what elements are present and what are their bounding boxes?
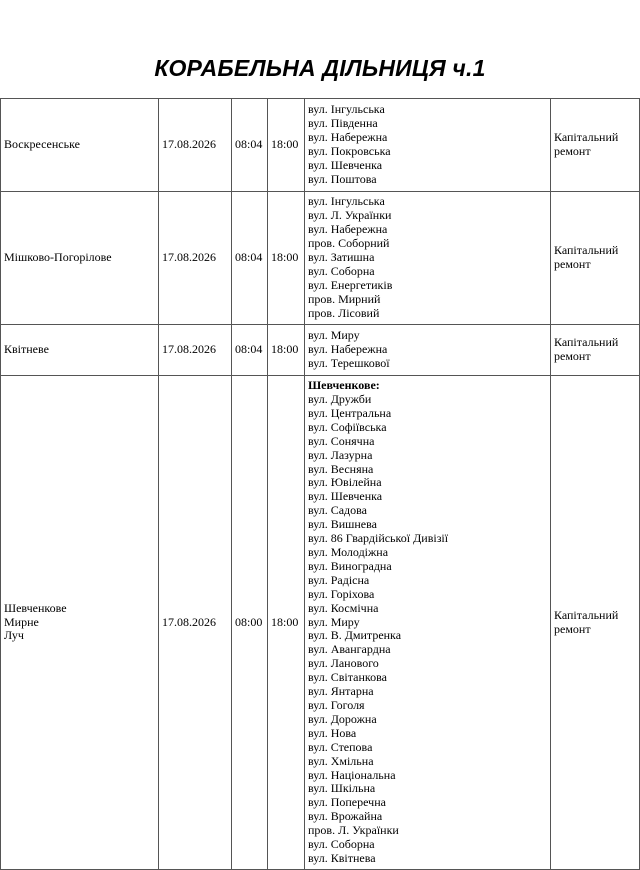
location-cell — [1, 376, 159, 870]
end-time-cell: 18:00 — [268, 192, 305, 325]
street-name: вул. Весняна — [308, 461, 374, 476]
reason-cell: Капітальний ремонт — [551, 325, 640, 376]
street-name: вул. Софіївська — [308, 419, 387, 434]
start-time-cell: 08:04 — [232, 325, 268, 376]
table-body — [1, 99, 640, 870]
reason-cell: Капітальний ремонт — [551, 192, 640, 325]
location-name: Мішково-Погорілове — [4, 250, 112, 265]
street-name: вул. Лазурна — [308, 447, 373, 462]
location-name: Луч — [4, 628, 24, 643]
street-name: вул. Центральна — [308, 405, 392, 420]
street-name: вул. Інгульська — [308, 102, 385, 117]
street-name: пров. Мирний — [308, 291, 381, 306]
street-name: вул. Молодіжна — [308, 545, 389, 560]
street-name: вул. Л. Українки — [308, 208, 392, 223]
street-name: вул. Миру — [308, 614, 360, 629]
street-name: вул. Миру — [308, 328, 360, 343]
street-name: вул. Гоголя — [308, 697, 365, 712]
table-row — [1, 192, 640, 325]
street-name: вул. Радісна — [308, 572, 370, 587]
end-time-cell: 18:00 — [268, 325, 305, 376]
street-name: пров. Л. Українки — [308, 823, 399, 838]
table-row — [1, 376, 640, 870]
street-name: вул. Набережна — [308, 222, 388, 237]
streets-cell — [305, 192, 551, 325]
start-time-cell: 08:00 — [232, 376, 268, 870]
street-name: вул. Дорожна — [308, 711, 377, 726]
street-name: вул. 86 Гвардійської Дивізії — [308, 531, 449, 546]
street-name: вул. Енергетиків — [308, 277, 393, 292]
street-name: вул. Степова — [308, 739, 373, 754]
streets-heading: Шевченкове: — [308, 378, 380, 393]
start-time-cell: 08:04 — [232, 192, 268, 325]
street-name: вул. Квітнева — [308, 850, 376, 865]
location-name: Мирне — [4, 614, 39, 629]
street-name: вул. Поперечна — [308, 795, 386, 810]
street-name: вул. Набережна — [308, 130, 388, 145]
streets-cell — [305, 376, 551, 870]
street-name: вул. Соборна — [308, 837, 375, 852]
street-name: вул. Південна — [308, 116, 378, 131]
date-cell: 17.08.2026 — [159, 99, 232, 192]
location-name: Квітневе — [4, 342, 49, 357]
street-name: вул. Космічна — [308, 600, 379, 615]
reason-cell: Капітальний ремонт — [551, 99, 640, 192]
street-name: вул. Дружби — [308, 392, 372, 407]
end-time-cell: 18:00 — [268, 376, 305, 870]
streets-cell — [305, 99, 551, 192]
date-cell: 17.08.2026 — [159, 192, 232, 325]
table-row — [1, 325, 640, 376]
streets-cell — [305, 325, 551, 376]
street-name: пров. Лісовий — [308, 305, 380, 320]
street-name: вул. Шевченка — [308, 489, 383, 504]
page-title: КОРАБЕЛЬНА ДІЛЬНИЦЯ ч.1 — [154, 55, 486, 81]
date-cell: 17.08.2026 — [159, 325, 232, 376]
street-name: вул. Соборна — [308, 263, 375, 278]
street-name: вул. Садова — [308, 503, 367, 518]
street-name: вул. Виноградна — [308, 558, 392, 573]
reason-cell: Капітальний ремонт — [551, 376, 640, 870]
street-name: вул. Хмільна — [308, 753, 374, 768]
location-cell — [1, 99, 159, 192]
street-name: вул. Врожайна — [308, 809, 383, 824]
street-name: вул. Покровська — [308, 144, 391, 158]
street-name: вул. Шкільна — [308, 781, 376, 796]
outage-schedule-table — [0, 98, 640, 870]
location-cell — [1, 325, 159, 376]
street-name: вул. Затишна — [308, 250, 375, 265]
street-name: пров. Соборний — [308, 236, 390, 251]
location-name: Воскресенське — [4, 137, 80, 152]
street-name: вул. Авангардна — [308, 642, 391, 657]
street-name: вул. Поштова — [308, 171, 377, 186]
street-name: вул. В. Дмитренка — [308, 628, 402, 643]
street-name: вул. Сонячна — [308, 433, 375, 448]
table-row — [1, 99, 640, 192]
street-name: вул. Терешкової — [308, 355, 390, 370]
street-name: вул. Набережна — [308, 342, 388, 357]
end-time-cell: 18:00 — [268, 99, 305, 192]
street-name: вул. Нова — [308, 725, 357, 740]
street-name: вул. Ювілейна — [308, 475, 382, 490]
date-cell: 17.08.2026 — [159, 376, 232, 870]
street-name: вул. Шевченка — [308, 157, 383, 172]
street-name: вул. Ланового — [308, 656, 379, 671]
street-name: вул. Горіхова — [308, 586, 375, 601]
location-cell — [1, 192, 159, 325]
street-name: вул. Янтарна — [308, 684, 374, 699]
start-time-cell: 08:04 — [232, 99, 268, 192]
street-name: вул. Світанкова — [308, 670, 387, 685]
street-name: вул. Вишнева — [308, 517, 377, 532]
location-name: Шевченкове — [4, 600, 67, 615]
street-name: вул. Національна — [308, 767, 396, 782]
street-name: вул. Інгульська — [308, 194, 385, 209]
